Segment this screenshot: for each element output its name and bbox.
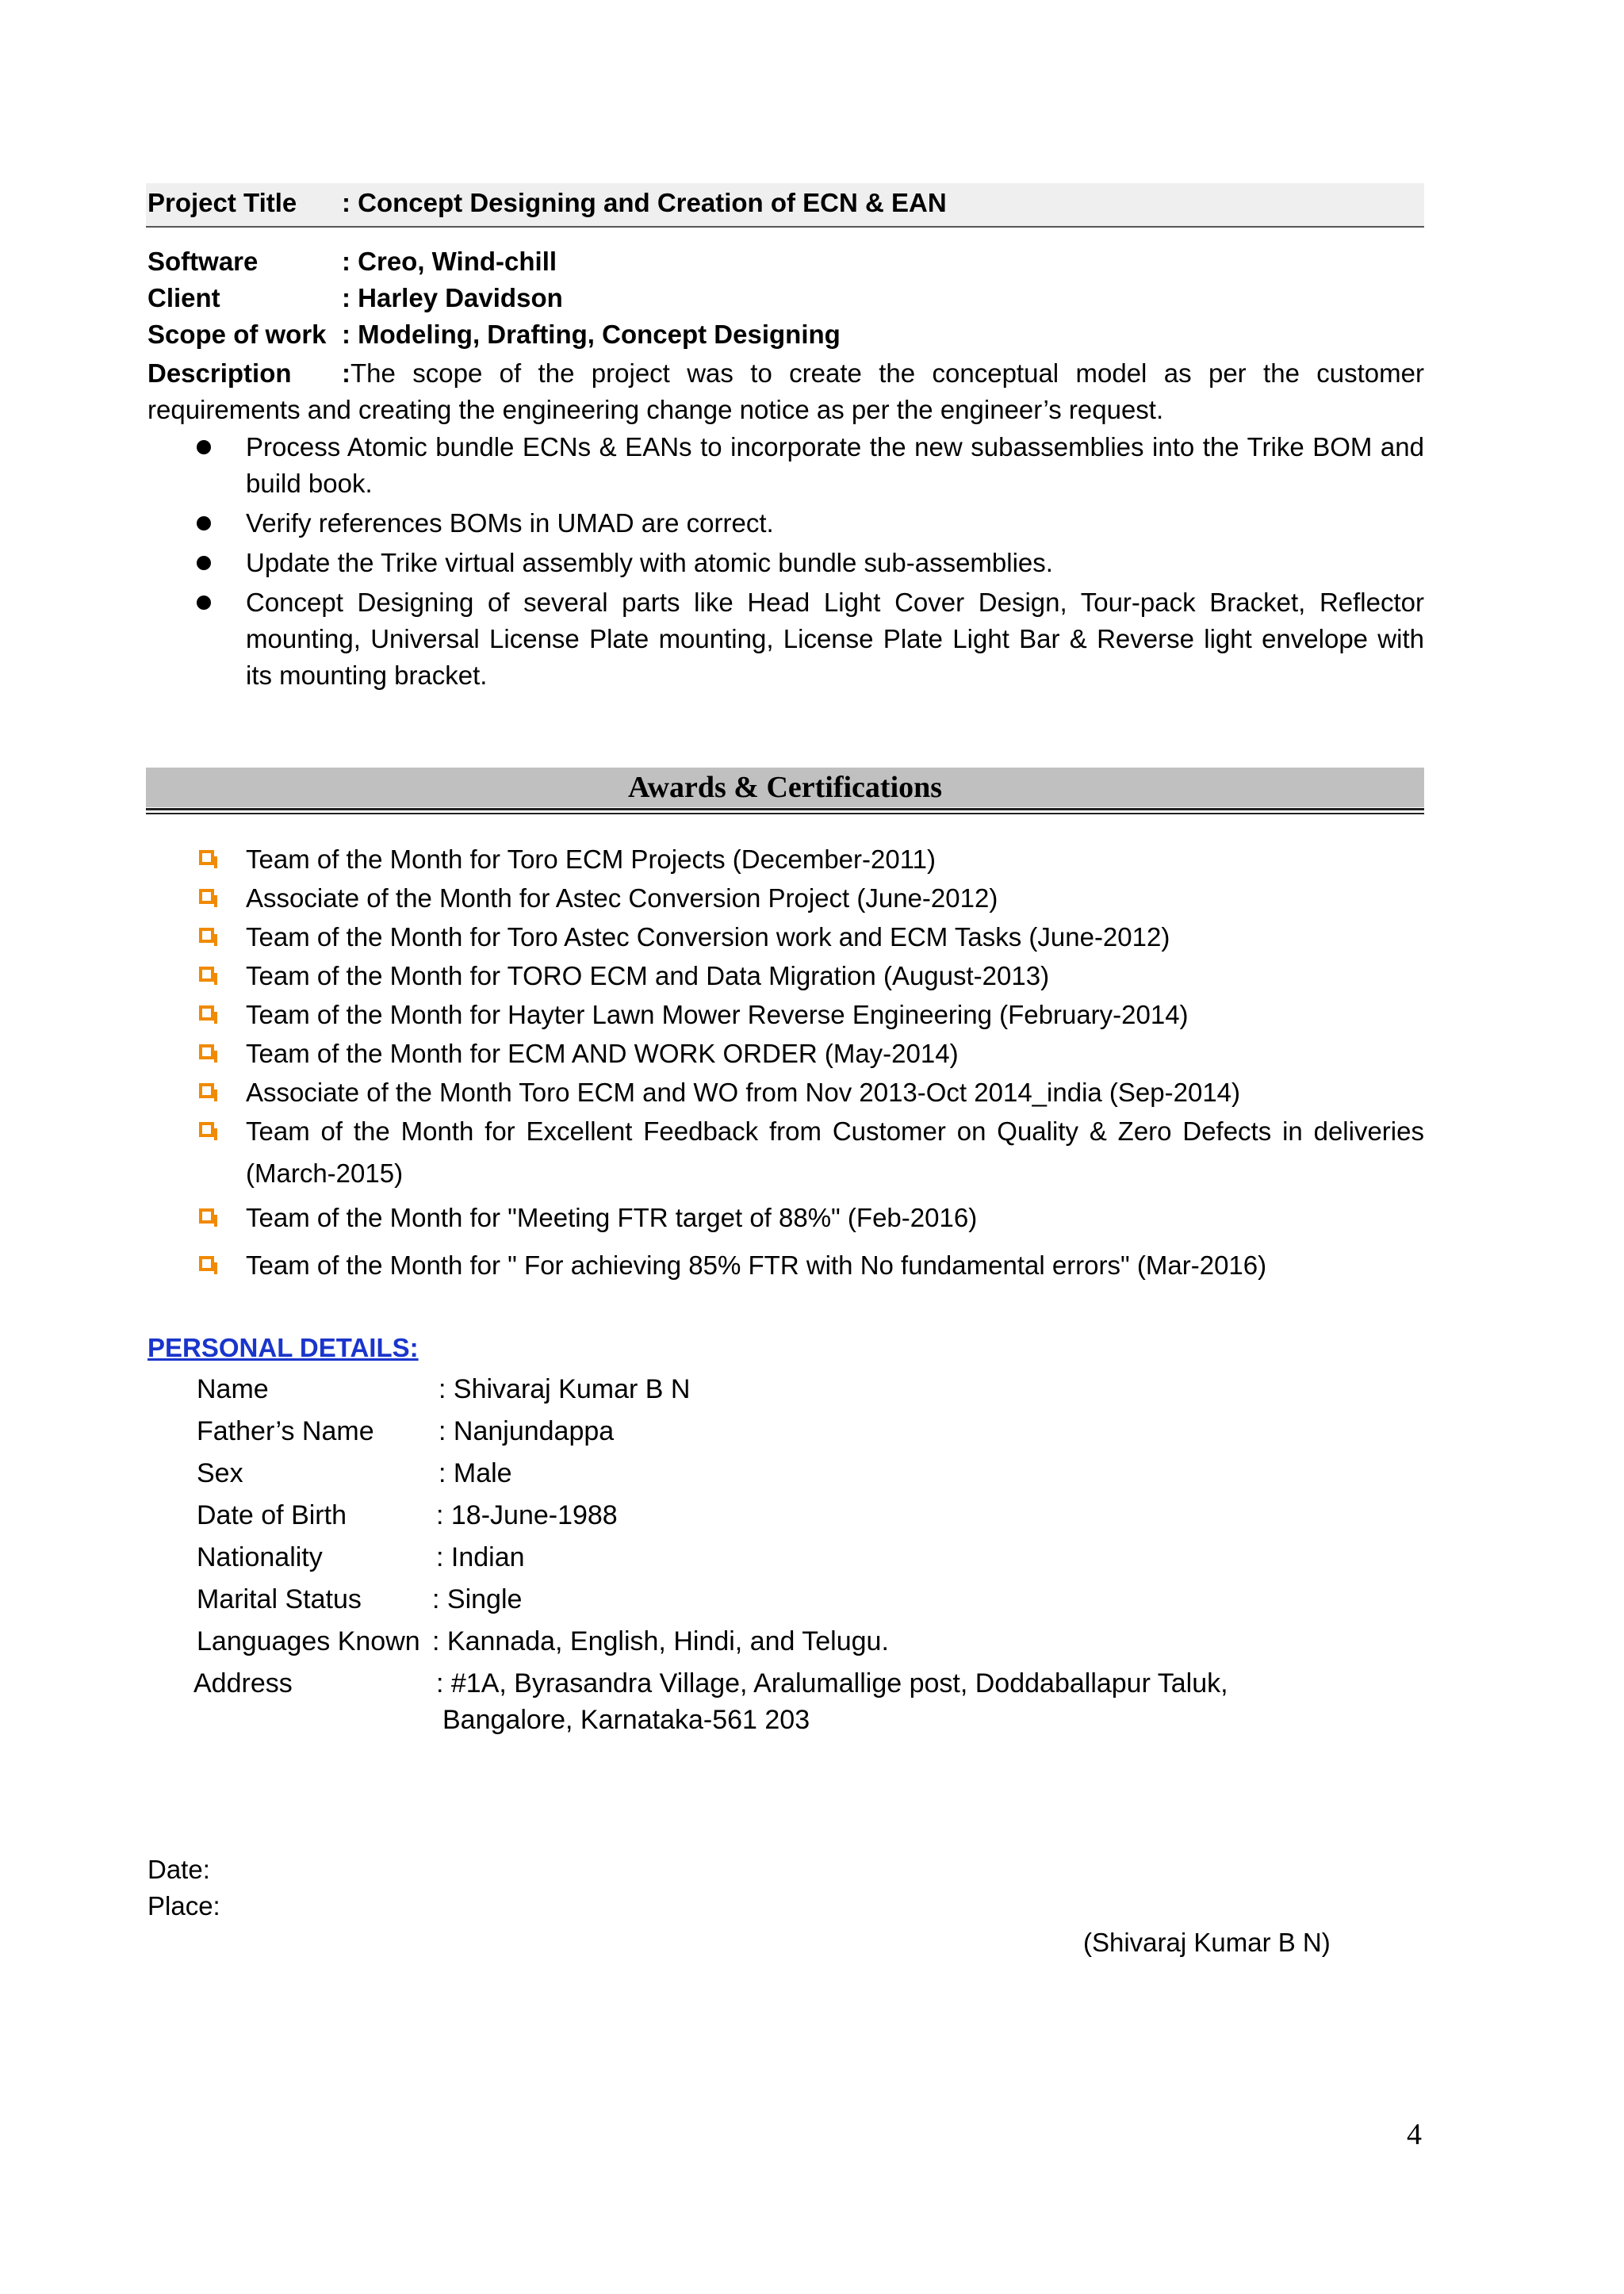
- address-line-2: Bangalore, Karnataka-561 203: [442, 1705, 810, 1735]
- personal-details-heading: PERSONAL DETAILS:: [147, 1333, 419, 1362]
- awards-section-title: Awards & Certifications: [627, 771, 943, 804]
- description-paragraph: [147, 355, 1424, 428]
- project-bullet: Process Atomic bundle ECNs & EANs to incorporate the new subassemblies into the Trike BOM and build book.: [246, 432, 1424, 498]
- place-label: Place:: [147, 1891, 220, 1921]
- client-value: : Harley Davidson: [342, 283, 563, 312]
- award-item-continuation: (March-2015): [246, 1158, 404, 1188]
- personal-label: Address: [193, 1668, 293, 1698]
- checkbox-bullet-icon: [199, 1256, 214, 1271]
- personal-label: Marital Status: [197, 1584, 362, 1614]
- award-item: Team of the Month for "Meeting FTR target of 88%" (Feb-2016): [246, 1203, 978, 1232]
- personal-value: : Nanjundappa: [439, 1416, 615, 1446]
- personal-label: Sex: [197, 1458, 243, 1488]
- award-item: Associate of the Month for Astec Conversion Project (June-2012): [246, 883, 998, 913]
- personal-value: : Single: [432, 1584, 523, 1614]
- award-item: Team of the Month for Toro ECM Projects (December-2011): [246, 844, 936, 874]
- personal-value: : 18-June-1988: [436, 1500, 618, 1530]
- scope-value: : Modeling, Drafting, Concept Designing: [342, 320, 841, 349]
- personal-value: : Shivaraj Kumar B N: [439, 1374, 691, 1404]
- page-number: 4: [1407, 2118, 1422, 2151]
- bullet-dot: [197, 516, 211, 530]
- award-item: Team of the Month for Toro Astec Conversion work and ECM Tasks (June-2012): [246, 922, 1170, 952]
- project-title-value: : Concept Designing and Creation of ECN & EAN: [342, 188, 947, 217]
- bullet-dot: [197, 440, 211, 454]
- personal-label: Father’s Name: [197, 1416, 374, 1446]
- bullet-dot: [197, 596, 211, 610]
- description-label: Description: [147, 358, 292, 388]
- scope-label: Scope of work: [147, 320, 327, 349]
- checkbox-bullet-icon: [199, 1208, 214, 1224]
- checkbox-bullet-icon: [199, 967, 214, 982]
- award-item: Team of the Month for Hayter Lawn Mower Reverse Engineering (February-2014): [246, 1000, 1189, 1029]
- personal-value: : Kannada, English, Hindi, and Telugu.: [432, 1626, 889, 1656]
- client-label: Client: [147, 283, 220, 312]
- software-value: : Creo, Wind-chill: [342, 247, 557, 276]
- checkbox-bullet-icon: [199, 1044, 214, 1059]
- award-item: Team of the Month for TORO ECM and Data Migration (August-2013): [246, 961, 1050, 990]
- project-title-label: Project Title: [147, 188, 297, 217]
- checkbox-bullet-icon: [199, 889, 214, 904]
- signature-name: (Shivaraj Kumar B N): [1083, 1928, 1331, 1957]
- awards-section-rule: [146, 813, 1424, 814]
- description-text: The scope of the project was to create the conceptual model as per the customer requirements and creating the engineering change notice as per the engineer’s request.: [147, 358, 1424, 424]
- personal-label: Nationality: [197, 1542, 323, 1572]
- personal-value: : #1A, Byrasandra Village, Aralumallige post, Doddaballapur Taluk,: [436, 1668, 1228, 1698]
- project-bullet: Update the Trike virtual assembly with atomic bundle sub-assemblies.: [246, 548, 1053, 577]
- date-label: Date:: [147, 1855, 210, 1884]
- awards-section-rule: [146, 808, 1424, 810]
- personal-label: Date of Birth: [197, 1500, 347, 1530]
- project-bullet: Verify references BOMs in UMAD are correct.: [246, 508, 774, 538]
- project-bullet: Concept Designing of several parts like Head Light Cover Design, Tour-pack Bracket, Reflector mounting, Universal License Plate mounting, License Plate Light Bar & Reverse light envelope with its mounting bracket.: [246, 588, 1424, 690]
- personal-value: : Indian: [436, 1542, 525, 1572]
- award-item: Team of the Month for Excellent Feedback from Customer on Quality & Zero Defects in deliveries: [246, 1116, 1424, 1146]
- checkbox-bullet-icon: [199, 928, 214, 943]
- award-item: Team of the Month for ECM AND WORK ORDER (May-2014): [246, 1039, 959, 1068]
- description-colon: :: [342, 358, 350, 388]
- checkbox-bullet-icon: [199, 1083, 214, 1098]
- personal-label: Name: [197, 1374, 269, 1404]
- award-item: Team of the Month for " For achieving 85% FTR with No fundamental errors" (Mar-2016): [246, 1250, 1267, 1280]
- personal-value: : Male: [439, 1458, 512, 1488]
- checkbox-bullet-icon: [199, 1005, 214, 1021]
- personal-label: Languages Known: [197, 1626, 420, 1656]
- award-item: Associate of the Month Toro ECM and WO from Nov 2013-Oct 2014_india (Sep-2014): [246, 1078, 1241, 1107]
- checkbox-bullet-icon: [199, 850, 214, 865]
- bullet-dot: [197, 556, 211, 570]
- checkbox-bullet-icon: [199, 1122, 214, 1137]
- software-label: Software: [147, 247, 259, 276]
